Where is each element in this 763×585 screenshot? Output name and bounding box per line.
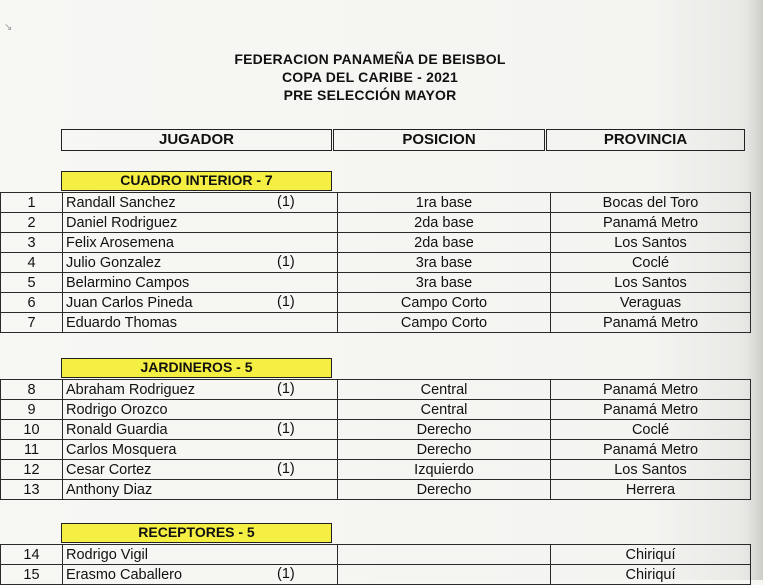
position-cell: Izquierdo xyxy=(338,460,551,480)
position-cell: Central xyxy=(338,380,551,400)
column-header-player: JUGADOR xyxy=(61,129,332,151)
player-cell xyxy=(63,440,338,460)
table-row xyxy=(1,545,751,565)
player-cell xyxy=(63,545,338,565)
province-cell: Panamá Metro xyxy=(551,440,751,460)
position-cell: 2da base xyxy=(338,233,551,253)
player-name: Belarmino Campos xyxy=(66,274,190,291)
table-cuadro-interior xyxy=(0,192,751,333)
player-cell xyxy=(63,213,338,233)
player-note: (1) xyxy=(277,461,295,477)
section-title-cuadro-interior: CUADRO INTERIOR - 7 xyxy=(61,171,332,191)
player-cell xyxy=(63,253,338,273)
player-name: Felix Arosemena xyxy=(66,234,174,251)
position-cell xyxy=(338,545,551,565)
row-number: 5 xyxy=(1,273,63,293)
table-row xyxy=(1,460,751,480)
province-cell: Coclé xyxy=(551,253,751,273)
player-name: Erasmo Caballero xyxy=(66,566,183,583)
province-cell: Panamá Metro xyxy=(551,213,751,233)
province-cell: Chiriquí xyxy=(551,565,751,585)
position-cell: Derecho xyxy=(338,440,551,460)
player-cell xyxy=(63,480,338,500)
province-cell: Los Santos xyxy=(551,460,751,480)
table-row xyxy=(1,480,751,500)
player-cell xyxy=(63,400,338,420)
province-cell: Chiriquí xyxy=(551,545,751,565)
table-jardineros xyxy=(0,379,751,500)
player-name: Juan Carlos Pineda xyxy=(66,294,193,311)
player-cell xyxy=(63,380,338,400)
province-cell: Los Santos xyxy=(551,233,751,253)
table-row xyxy=(1,400,751,420)
table-row xyxy=(1,213,751,233)
position-cell: Derecho xyxy=(338,480,551,500)
player-name: Cesar Cortez xyxy=(66,461,152,478)
table-row xyxy=(1,293,751,313)
player-cell xyxy=(63,293,338,313)
player-name: Ronald Guardia xyxy=(66,421,168,438)
row-number: 3 xyxy=(1,233,63,253)
position-cell: Campo Corto xyxy=(338,293,551,313)
row-number: 13 xyxy=(1,480,63,500)
federation-title: FEDERACION PANAMEÑA DE BEISBOL xyxy=(234,51,506,67)
province-cell: Herrera xyxy=(551,480,751,500)
row-number: 7 xyxy=(1,313,63,333)
player-name: Randall Sanchez xyxy=(66,194,176,211)
player-name: Eduardo Thomas xyxy=(66,314,177,331)
scan-mark: ↘ xyxy=(4,22,13,33)
player-note: (1) xyxy=(277,566,295,582)
column-header-position: POSICION xyxy=(333,129,545,151)
province-cell: Veraguas xyxy=(551,293,751,313)
row-number: 8 xyxy=(1,380,63,400)
player-cell xyxy=(63,460,338,480)
row-number: 4 xyxy=(1,253,63,273)
province-cell: Panamá Metro xyxy=(551,380,751,400)
table-row xyxy=(1,380,751,400)
player-cell xyxy=(63,193,338,213)
table-row xyxy=(1,565,751,585)
position-cell: Derecho xyxy=(338,420,551,440)
province-cell: Bocas del Toro xyxy=(551,193,751,213)
position-cell: 3ra base xyxy=(338,253,551,273)
player-cell xyxy=(63,420,338,440)
table-row xyxy=(1,253,751,273)
player-cell xyxy=(63,313,338,333)
player-name: Rodrigo Orozco xyxy=(66,401,168,418)
table-row xyxy=(1,193,751,213)
player-name: Julio Gonzalez xyxy=(66,254,162,271)
table-receptores xyxy=(0,544,751,585)
row-number: 14 xyxy=(1,545,63,565)
section-title-jardineros: JARDINEROS - 5 xyxy=(61,358,332,378)
player-note: (1) xyxy=(277,421,295,437)
player-name: Daniel Rodriguez xyxy=(66,214,178,231)
player-name: Carlos Mosquera xyxy=(66,441,177,458)
row-number: 15 xyxy=(1,565,63,585)
row-number: 10 xyxy=(1,420,63,440)
table-row xyxy=(1,273,751,293)
player-name: Anthony Diaz xyxy=(66,481,153,498)
row-number: 1 xyxy=(1,193,63,213)
player-cell xyxy=(63,565,338,585)
table-row xyxy=(1,440,751,460)
province-cell: Panamá Metro xyxy=(551,400,751,420)
player-cell xyxy=(63,273,338,293)
selection-title: PRE SELECCIÓN MAYOR xyxy=(283,87,457,103)
row-number: 2 xyxy=(1,213,63,233)
player-note: (1) xyxy=(277,294,295,310)
player-name: Rodrigo Vigil xyxy=(66,546,148,563)
row-number: 11 xyxy=(1,440,63,460)
position-cell: 3ra base xyxy=(338,273,551,293)
player-name: Abraham Rodriguez xyxy=(66,381,195,398)
player-note: (1) xyxy=(277,194,295,210)
position-cell: Central xyxy=(338,400,551,420)
table-row xyxy=(1,233,751,253)
column-header-province: PROVINCIA xyxy=(546,129,745,151)
position-cell: Campo Corto xyxy=(338,313,551,333)
position-cell xyxy=(338,565,551,585)
row-number: 6 xyxy=(1,293,63,313)
province-cell: Los Santos xyxy=(551,273,751,293)
province-cell: Panamá Metro xyxy=(551,313,751,333)
row-number: 9 xyxy=(1,400,63,420)
table-row xyxy=(1,420,751,440)
tournament-title: COPA DEL CARIBE - 2021 xyxy=(281,69,459,85)
position-cell: 1ra base xyxy=(338,193,551,213)
player-note: (1) xyxy=(277,254,295,270)
player-note: (1) xyxy=(277,381,295,397)
row-number: 12 xyxy=(1,460,63,480)
section-title-receptores: RECEPTORES - 5 xyxy=(61,523,332,543)
province-cell: Coclé xyxy=(551,420,751,440)
player-cell xyxy=(63,233,338,253)
position-cell: 2da base xyxy=(338,213,551,233)
table-row xyxy=(1,313,751,333)
